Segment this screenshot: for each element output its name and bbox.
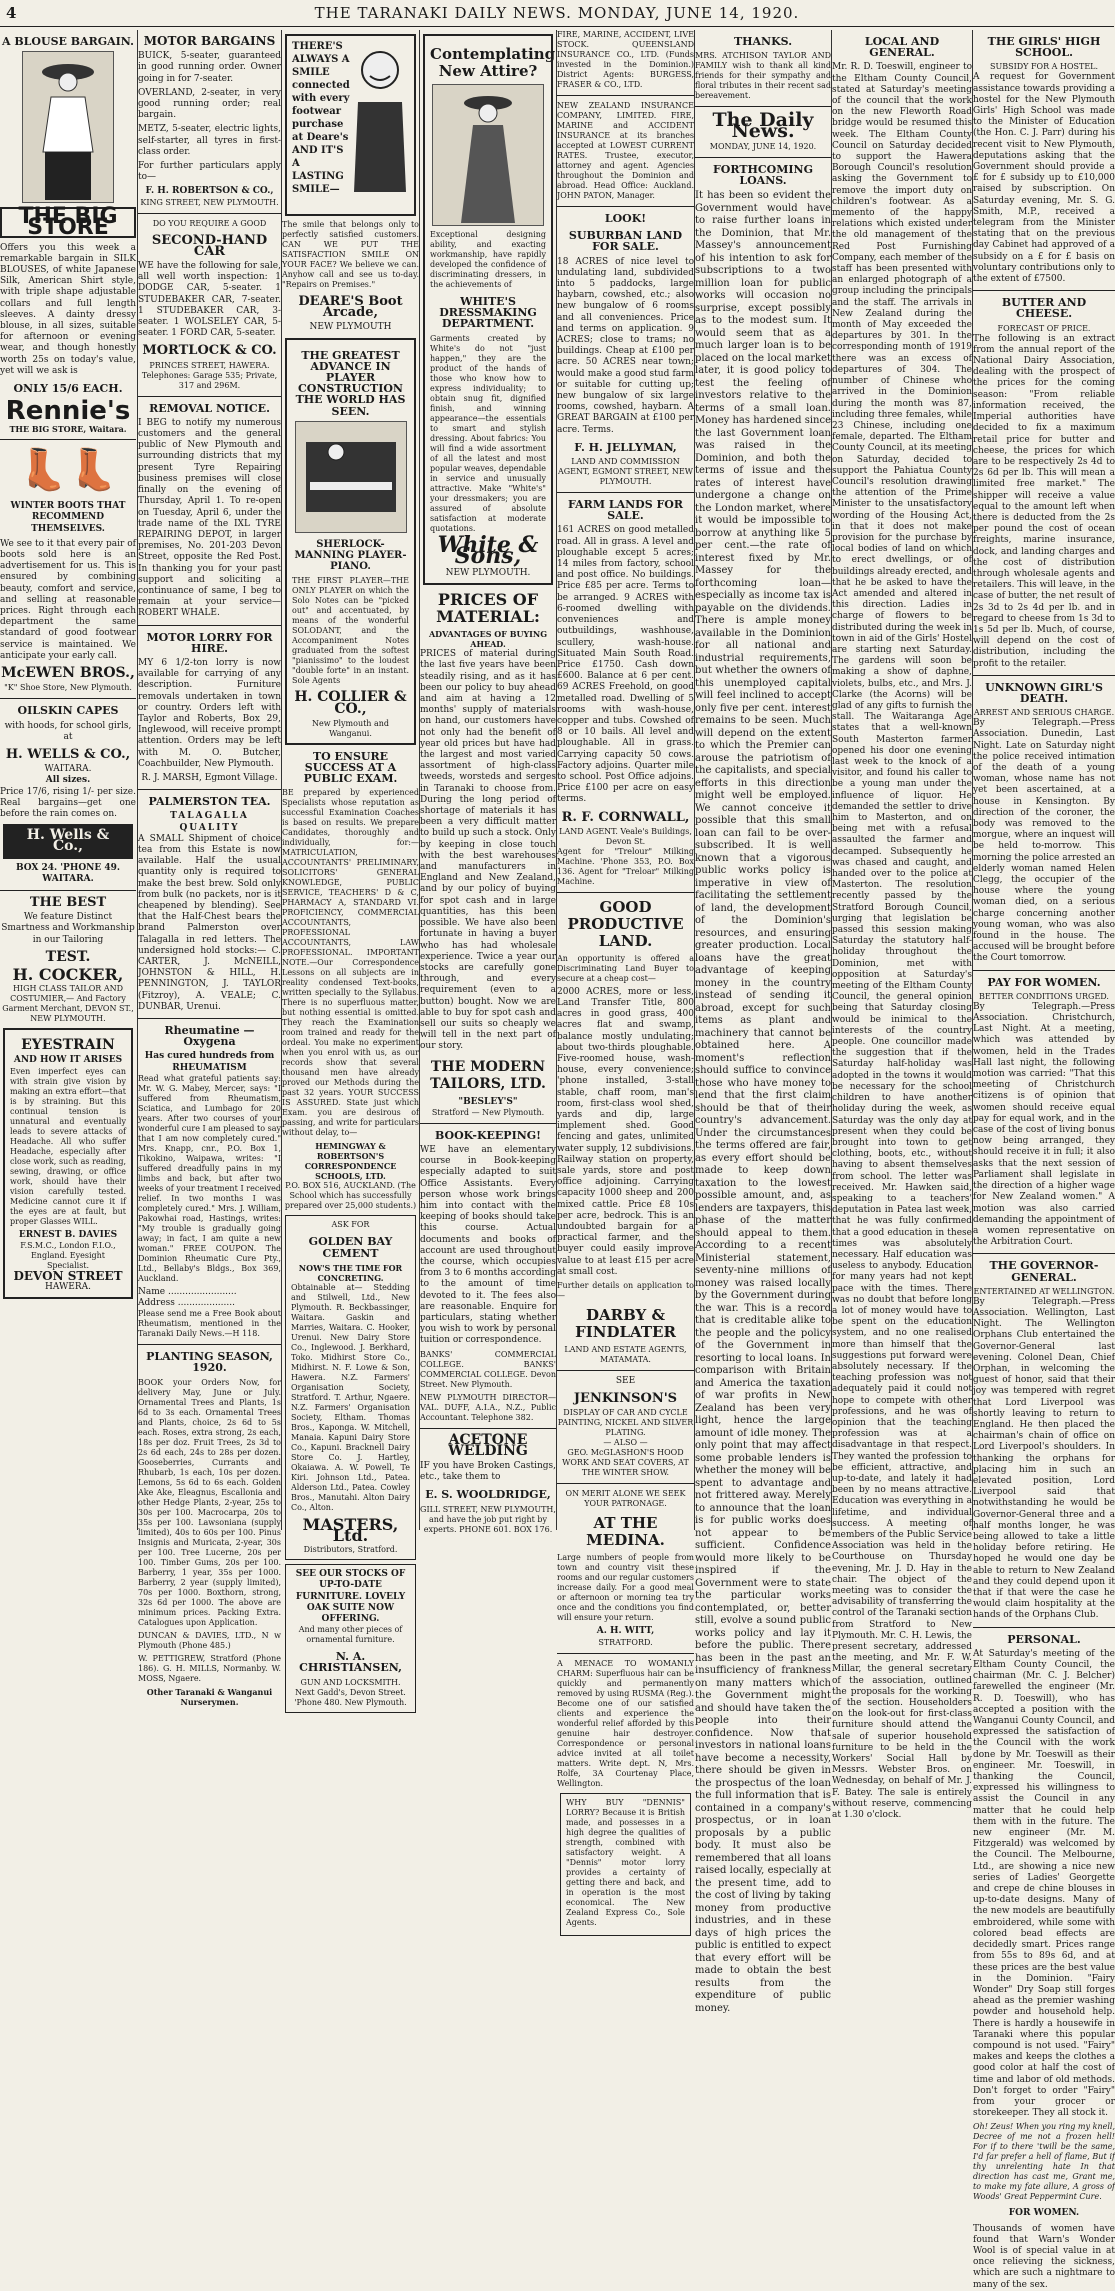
masthead xyxy=(0,0,1114,27)
banks-director: NEW PLYMOUTH DIRECTOR— VAL. DUFF, A.I.A., N.Z., Public Accountant. Telephone 382. xyxy=(420,1392,556,1422)
planting-text: BOOK your Orders Now, for delivery May, June or July. Ornamental Trees and Plants, 1s 6d to 3s each. Ornamental Trees and Plants, choice, 2s 6d to 5s each. Roses, extra strong, 2s each, 18s per doz. Fruit Trees, 2s 3d to 2s 6d each, 24s to 28s per dozen. Gooseberries, Currants and Rhubarb, 1s each, 10s per dozen. Lemons, 5s 6d to 6s each. Golden Ake Ake, Eleagnus, Escallonia and other Hedge Plants, 2-year, 25s to 30s per 100. Macrocarpa, 20s to 35s per 100. Lawsoniana (supply limited), 40s to 60s per 100. Pinus Insignis and Muricata, 2-year, 30s per 100. Tree Lucerne, 20s per 100. Timber Gums, 20s per 100. Barberry, 1 year, 35s per 1000. Barberry, 2 year (supply limited), 70s per 1000. Boxthorn, strong, 32s 6d per 1000. The above are minimum prices. Packing Extra. Catalogues upon Application. xyxy=(138,1377,281,1627)
bookkeeping-heading: BOOK-KEEPING! xyxy=(434,1128,541,1142)
darby-name: DARBY & FINDLATER xyxy=(575,1306,676,1342)
eyestrain-sub: AND HOW IT ARISES xyxy=(13,1055,123,1066)
woman-figure-icon xyxy=(23,52,113,202)
coupon-name-row: Name ........................ xyxy=(138,1286,237,1297)
cement-heading: GOLDEN BAY CEMENT xyxy=(308,1235,393,1260)
column-2 xyxy=(137,30,281,1707)
smiling-man-icon xyxy=(350,42,410,192)
motor-heading: MOTOR BARGAINS xyxy=(143,34,276,48)
deare-town: NEW PLYMOUTH xyxy=(309,322,392,333)
piano-illustration xyxy=(295,421,407,533)
personal-heading: PERSONAL. xyxy=(1007,1632,1081,1646)
farm-text: 161 ACRES on good metalled road. All in grass. A level and ploughable except 5 acres; 14 miles from factory, school and post office. No buildings. Price £85 per acre. Terms to be arranged. 9 ACRES with 6-roomed dwelling with conveniences and outbuildings, washhouse, scullery, wash-house. Situated Main South Road. Price £1750. Cash down £600. Balance at 6 per cent. 69 ACRES Freehold, on good metalled road. Dwelling of 5 rooms with wash-house, copper and tubs. Cowshed of 8 or 10 bails. All level and ploughable. All in grass. Carrying capacity 50 cows. Factory adjoins. Quarter mile to school. Post Office adjoins. Price £100 per acre on easy terms. xyxy=(557,525,694,805)
palmerston-heading: PALMERSTON TEA. xyxy=(148,795,271,809)
bookkeeping-text: WE have an elementary course in Book-keeping especially adapted to suit Office Assistants. Every person whose work brings him into contact with the keeping of books should take this course. Actual documents and books of account are used throughout the course, which occupies from 3 to 6 months according to the amount of time devoted to it. The fees also are reasonable. Enquire for particulars, stating whether you wish to work by personal tuition or correspondence. xyxy=(420,1144,556,1346)
best-text: We feature Distinct Smartness and Workmanship in our Tailoring xyxy=(1,912,135,945)
deare-name: DEARE'S Boot Arcade, xyxy=(298,294,403,321)
boots-heading: WINTER BOOTS THAT RECOMMEND THEMSELVES. xyxy=(10,501,126,534)
best-heading: THE BEST xyxy=(29,894,107,910)
governor-text: By Telegraph.—Press Association. Wellington, Last Night. The Wellington Orphans Club entertained the Governor-General last evening. Colonel Dean, Chief Orphan, in welcoming the guest of honor, said that their joy was tempered with regret that Lord Liverpool was shortly leaving to return to England. He then placed the chairman's chain of office on Lord Liverpool's shoulders. In thanking the orphans for placing him in such an elevated position, Lord Liverpool said that notwithstanding he would be Governor-General three and a half months longer, he was being allowed to take a little holiday before retiring. He hoped he would one day be able to return to New Zealand and they could depend upon it that if that were the case he would claim hospitality at the hands of the Orphans Club. xyxy=(973,1296,1115,1621)
farm-heading: FARM LANDS FOR SALE. xyxy=(567,498,684,523)
productive-text: 2000 ACRES, more or less, Land Transfer Title, 800 acres in good grass, 400 acres flat and swamp, balance mostly undulating; about two-thirds ploughable. Five-roomed house, wash-house, every convenience; 'phone installed, 3-stall stable, chaff room, man's room, first-class wool shed, yards and dip, large implement shed. Good fencing and gates, unlimited water supply, 12 subdivisions. Railway station on property, sale yards, store and post office adjoining. Carrying capacity 1000 sheep and 200 mixed cattle. Price £8 10s per acre, bedrock. This is an undoubted bargain for a practical farmer, and the buyer could easily improve value to at least £15 per acre at small cost. xyxy=(557,986,694,1277)
personal-text: At Saturday's meeting of the Eltham County Council, the chairman (Mr. C. J. Belcher) farewelled the engineer (Mr. R. D. Toeswill), who has accepted a position with the Wanganui County Council, and expressed the satisfaction of the Council with the work done by Mr. Toeswill as their engineer. Mr. Toeswill, in thanking the Council, expressed his willingness to assist the Council in any matter that he could help them with in the future. The new engineer (Mr. M. Fitzgerald) was welcomed by the Council. The Melbourne, Ltd., are showing a nice new series of Ladies' Georgette and crepe de chine blouses in up-to-date designs. Many of the new models are beautifully embroidered, while some with colored bead effects are decidedly smart. Prices range from 55s to 89s 6d, and at these prices are the best value in the Dominion. "Fairy Wonder" Dry Soap still forges ahead as the premier washing powder and household help. There is hardly a housewife in Taranaki where this popular compound is not used. "Fairy" makes and keeps the clothes a good color at half the cost of time and labor of old methods. Don't forget to order "Fairy" from your grocer or storekeeper. They all stock it. xyxy=(973,1648,1115,2119)
duncan-davies: DUNCAN & DAVIES, LTD., N w Plymouth (Phone 485.) xyxy=(138,1630,281,1650)
menace-text: A MENACE TO WOMANLY CHARM: Superfluous hair can be quickly and permanently removed by using RUSMA (Reg.). Become one of our satisfied clients and experience the wonderful relief afforded by this genuine hair destroyer. Correspondence or personal advice invited at all toilet matters. Write dept. N, Mrs. Rolfe, 3A Courtenay Place, Wellington. xyxy=(557,1658,694,1788)
also-label: — ALSO — xyxy=(603,1438,648,1448)
devon-street: DEVON STREET xyxy=(13,1268,123,1283)
medina-text: Large numbers of people from town and country visit these rooms and our regular customers increase daily. For a good meal or afternoon or morning tea try once and the conditions you find will ensure your return. xyxy=(557,1553,694,1623)
loans-text: It has been so evident the Government would have to raise further loans in the Dominion, that Mr. Massey's announcement of his intention to ask for subscriptions to a two million loan for public works will occasion no surprise, except possibly as to the modest sum. It would seem that as a much larger loan is to be placed on the local market later, it is good policy to test the feeling of investors relative to the terms of a small loan. Money has hardened since the last Government loan was raised in the Dominion, and both the terms of issue and the rates of interest have undergone a change on the London market, where it would be impossible to borrow at anything like 5 per cent.—the rate of interest fixed by Mr. Massey for the forthcoming loan—especially as income tax is payable on the dividends. There is ample money available in the Dominion for all national and industrial requirements, but whether the owners of this unemployed capital will feel inclined to accept only five per cent. interest remains to be seen. Much will depend on the extent to which the Premier can arouse the patriotism of the capitalists, and special efforts in this direction might well be employed. We cannot conceive it possible that this small loan can fail to be over-subscribed. It is well known that a vigorous public works policy is imperative in view of facilitating the settlement of land, the development of the Dominion's resources, and ensuring greater production. Local loans have the great advantage of keeping money in the country instead of sending it abroad, except for such items as plant and machinery that cannot be obtained here. A moment's reflection should suffice to convince those who have money to lend that the first claim should be that of their country's advancement. Under the circumstances the terms offered are fair, as every effort should be made to keep down taxation to the lowest possible amount, and, as lenders are taxpayers, this phase of the matter should appeal to them. According to a recent Ministerial statement, seventy-nine millions of money was raised locally by the Government during the war. This is a record that is creditable alike to the people and the policy of the Government in resorting to local loans. In comparison with Britain and America the taxation of war profits in New Zealand has been very light, hence the large amount of idle money. The only point that may affect some probable lenders is whether the money will be spent to advantage and not frittered away. Merely to announce that the loan is for public works does not appear to be sufficient. Confidence would more likely to be inspired if the Government were to state the particular works contemplated, or, better still, evolve a sound public works policy and lay it before the public. There has been in the past an insufficiency of frankness on many matters which the Government might and should have taken the people into their confidence. Now that investors in national loans have become a necessity, there should be given in the prospectus of the loan the full information that is contained in a company's prospectus, or in loan proposals by a public body. It must also be remembered that all loans raised locally, especially at the present time, add to the cost of living by taking money from productive industries, and in these days of high prices the public is entitled to expect that every effort will be made to obtain the best results from the expenditure of public money. xyxy=(695,190,831,2014)
whites-logo: White & Sons, xyxy=(437,531,539,569)
cement-text: Obtainable at— Stedding and Stilwell, Ltd., New Plymouth. R. Beckbassinger, Waitara. Gaskin and Marries, Waitara. C. Hooker, Urenui. New Dairy Store Co., Inglewood. J. Berkhard, Toko. Midhirst Store Co., Midhirst. N. F. Lowe & Son, Hawera. N.Z. Farmers' Organisation Society, Stratford. T. Arthur, Ngaere. N.Z. Farmers' Organisation Society, Eltham. Thomas Bros., Kaponga. W. Mitchell, Manaia. Kapuni Dairy Store Co., Kapuni. Bracknell Dairy Store Co. J. Hartley, Okaiawa. A. W. Powell, Te Kiri. Johnson Ltd., Patea. Alderson Ltd., Patea. Cowley Bros., Manutahi. Alton Dairy Co., Alton. xyxy=(291,1282,410,1512)
mortlock-addr: PRINCES STREET, HAWERA. Telephones: Garage 535; Private, 317 and 296M. xyxy=(141,360,278,390)
women-heading: FOR WOMEN. xyxy=(1008,2208,1080,2219)
whites-town: NEW PLYMOUTH. xyxy=(445,568,531,579)
banks-college: BANKS' COMMERCIAL COLLEGE. BANKS' COMMERCIAL COLLEGE. Devon Street. New Plymouth. xyxy=(420,1349,556,1389)
girls-sub: SUBSIDY FOR A HOSTEL. xyxy=(989,62,1099,72)
rheumatism-heading: Rheumatine — Oxygena xyxy=(164,1024,255,1049)
prices-sub: ADVANTAGES OF BUYING AHEAD. xyxy=(428,629,548,650)
stock-sub: And many other pieces of ornamental furniture. xyxy=(298,1625,403,1645)
secondhand-heading: SECOND-HAND CAR xyxy=(151,232,268,259)
governor-sub: ENTERTAINED AT WELLINGTON. xyxy=(973,1286,1115,1296)
butter-text: The following is an extract from the annual report of the National Dairy Association, dealing with the prospect of the prices for the coming season: "From reliable information received, the Imperial authorities have decided to fix a maximum retail price for butter and cheese, the prices for which are to be respectively 2s 4d to 2s 6d per lb. This will mean a limited free market." The shipper will receive a value equal to the amount left when there is deducted from the 2s per pound the cost of ocean freights, marine insurance, dock, and landing charges and the cost of distribution through wholesale agents and retailers. This will leave, in the case of butter, the net result of 2s 3d to 2s 4d per lb. and in regard to cheese from 1s 3d to 1s 5d per lb. Much, of course, will depend on the cost of distribution, including the profit to the retailer. xyxy=(973,333,1115,669)
poem-text: Oh! Zeus! When you ring my knell, Decree of me not a frozen hell! For if to there 'twill be the same, I'd far prefer a hell of flame, But if thy unrelenting hate In that direction has cast me, Grant me, to make my fate allure, A gross of Woods' Great Peppermint Cure. xyxy=(973,2122,1115,2202)
cement-intro: ASK FOR xyxy=(331,1220,370,1230)
boots-illustration: 👢👢 xyxy=(18,447,118,494)
coupon-name-label: Name xyxy=(138,1286,166,1297)
productive-apply: Further details on application to— xyxy=(557,1281,694,1301)
page-number: 4 xyxy=(6,4,17,22)
suburban-heading: SUBURBAN LAND FOR SALE. xyxy=(568,229,683,254)
boots-text: We see to it that every pair of boots sold here is an advertisement for us. This is ensured by combining beauty, comfort and service, and selling at reasonable prices. Right through each department the same standard of good footwear service is maintained. We anticipate your early call. xyxy=(0,538,136,661)
collier-sub: New Plymouth and Wanganui. xyxy=(311,718,390,738)
talagalla-text: A SMALL Shipment of choice tea from this Estate is now available. Half the usual quantity only is required to make the best brew. Sold only from bulk (no packets, nor is it cheapened by blending). See that the Half-Chest bears the brand Palmerston over Talagalla in red letters. The undersigned hold stocks:— C. CARTER, J. McNEILL, JOHNSTON & HILL, H. PENNINGTON, J. TAYLOR (Fitzroy), A. VEALE; C. DUNBAR, Urenui. xyxy=(138,833,281,1012)
insurance-text: FIRE, MARINE, ACCIDENT, LIVE STOCK. QUEENSLAND INSURANCE CO., LTD. (Funds invested in the Dominion.) District Agents: BURGESS, FRASER & CO., LTD. xyxy=(557,30,694,89)
stock-ad xyxy=(285,1564,416,1712)
thanks-text: MRS. ATCHISON TAYLOR AND FAMILY wish to thank all kind friends for their sympathy and floral tributes in their recent sad bereavement. xyxy=(695,51,831,101)
cocker-sub: HIGH CLASS TAILOR AND COSTUMIER,— And Factory Garment Merchant, DEVON ST., NEW PLYMOUTH. xyxy=(2,984,134,1024)
motor-item-2: OVERLAND, 2-seater, in very good running order; real bargain. xyxy=(138,87,281,121)
acetone-text: IF you have Broken Castings, etc., take them to xyxy=(420,1461,556,1483)
governor-heading: THE GOVERNOR-GENERAL. xyxy=(989,1259,1099,1284)
local-text: Mr. R. D. Toeswill, engineer to the Eltham County Council, stated at Saturday's meeting of the council that the work on the new Fleworth Road bridge would be resumed this week. The Eltham County Council on Saturday decided to support the Hawera Borough Council's resolution asking the Government to remove the import duty on children's footwear. As a memento of the happy relations which existed under the old management of the Red Post Furnishing Company, each member of the staff has been presented with an enlarged photograph of a group including the principals and the staff. The arrivals in New Zealand during the month of May exceeded the departures by 301. In the corresponding month of 1919 there was an excess of departures of 304. The number of Chinese who arrived in the Dominion during the month was 87, including three females, while 23 Chinese, including one female, departed. The Eltham County Council, at its meeting on Saturday, decided to support the Pahiatua County Council's resolution drawing the attention of the Prime Minister to the unsatisfactory wording of the Housing Act, in that it does not make provision for the purchase by local bodies of land on which to erect dwellings, or of buildings already erected, and that he be asked to have the Act amended and altered in this direction. Ladies in charge of flowers to be distributed during the week in town in aid of the Girls' Hostel are starting next Saturday. The gardens will soon be making a show of daphne, violets, bulbs, etc., and Mrs. J. Clarke (the Acorns) will be glad of any gifts to furnish the stall. The Waitaranga Age states that a well-known South Masterton farmer opened his door one evening last week to the knock of a visitor, and found his caller to be a young man under the influence of liquor. He demanded the settler to drive him to Masterton, and on being met with a refusal assaulted the farmer and decamped. Subsequently he was chased and caught, and handed over to the police at Masterton. The resolution recently passed by the Stratford Borough Council, urging that legislation be passed this session making Saturday the statutory half-holiday throughout the Dominion, met with opposition at Saturday's meeting of the Eltham County Council, the general opinion being that Saturday closing would be inimical to the interests of the country people. One councillor made the suggestion that if the Saturday half-holiday was adopted in the towns it would be necessary for the school children to have another holiday during the week, as Saturday was the only day at present when they could be brought into town to get clothing, boots, etc., without having to absent themselves from school. The letter was received. Mr. Hawken said, speaking to a teachers' deputation in Patea last week, that he was fully confirmed that a good education in these times was absolutely necessary. Half education was useless to anybody. Education for many years had not kept pace with the times. There was no doubt that before long a lot of money would have to be spent on the education system, and no one realised more than himself that the suggestions put forward were absolutely necessary. If the teaching profession was not adequately paid it could not hope to compete with other professions, and he was of opinion that the teaching profession was at a disadvantage in that respect. They wanted the profession to be efficient, attractive, and up-to-date, and lately it had been by no means attractive. Education was everything in a lifetime, and individual success. A meeting of members of the Public Service Association was held in the Courthouse on Thursday evening, Mr. J. D. Hay in the chair. The object of the meeting was to consider the advisability of transferring the control of the Taranaki section from Stratford to New Plymouth. Mr. C. H. Lewis, the present secretary, addressed the meeting, and Mr. F. W. Millar, the general secretary of the association, outlined the proposals for the working of the section. Householders on the look-out for first-class furniture should attend the sale of superior household furniture to be held in the Workers' Social Hall by Messrs. Webster Bros. on Wednesday, on behalf of Mr. J. F. Batey. The sale is entirely without reserve, commencing at 1.30 o'clock. xyxy=(832,62,972,1821)
removal-heading: REMOVAL NOTICE. xyxy=(149,401,270,415)
attire-ad xyxy=(423,34,556,585)
smile-text: THERE'S ALWAYS A SMILE connected with every footwear purchase at Deare's AND IT'S A LASTING SMILE— xyxy=(292,41,350,195)
removal-text: I BEG to notify my numerous customers and the general public of New Plymouth and surrounding districts that my present Tyre Repairing business premises will close finally on the evening of Thursday, April 1. To re-open on Tuesday, April 6, under the trade name of the IXL TYRE REPAIRING DEPOT, in larger premises, No. 201-203 Devon Street, opposite the Red Post. In thanking you for your past support and soliciting a continuance of same, I beg to remain at your service— ROBERT WHALE. xyxy=(138,417,281,619)
rennies-logo: Rennie's xyxy=(5,396,131,427)
cornwall-name: R. F. CORNWALL, xyxy=(561,809,690,825)
player-heading: THE GREATEST ADVANCE IN PLAYER CONSTRUCTION THE WORLD HAS SEEN. xyxy=(295,348,406,418)
blouse-heading: A BLOUSE BARGAIN. xyxy=(2,35,134,48)
darby-sub: LAND AND ESTATE AGENTS, MATAMATA. xyxy=(564,1345,687,1365)
talagalla: TALAGALLA QUALITY xyxy=(170,811,249,833)
lady-figure-icon xyxy=(433,85,543,225)
dennis-ad xyxy=(560,1793,691,1936)
cement-sub: NOW'S THE TIME FOR CONCRETING. xyxy=(298,1262,403,1283)
woolridge-sub: GILL STREET, NEW PLYMOUTH, and have the job put right by experts. PHONE 601. BOX 176. xyxy=(420,1504,556,1534)
davies-name: ERNEST B. DAVIES xyxy=(18,1229,118,1240)
mcglashon-text: GEO. McGLASHON'S HOOD WORK AND SEAT COVERS, AT THE WINTER SHOW. xyxy=(562,1448,689,1478)
dennis-text: WHY BUY "DENNIS" LORRY? Because it is British made, and possesses in a high degree the qualities of strength, combined with satisfactory weight. A "Dennis" motor lorry provides a certainty of getting there and back, and in operation is the most economical. The New Zealand Express Co., Sole Agents. xyxy=(566,1797,685,1927)
look-heading: LOOK! xyxy=(604,212,647,225)
planting-heading: PLANTING SEASON, 1920. xyxy=(146,1350,273,1375)
blouse-price: ONLY 15/6 EACH. xyxy=(13,382,123,396)
hemingway-sub: P.O. BOX 516, AUCKLAND. (The School which has successfully prepared over 25,000 students.) xyxy=(284,1181,417,1211)
jenkinson-text: DISPLAY OF CAR AND CYCLE PAINTING, NICKEL AND SILVER PLATING. xyxy=(557,1408,694,1438)
woolridge-name: E. S. WOOLDRIDGE, xyxy=(425,1488,551,1502)
wells-name: H. WELLS & CO., xyxy=(5,746,131,762)
whites-text: Garments created by White's do not "just happen," they are the product of the hands of those who know how to express individuality; to obtain snug fit, dignified finish, and winning appearance—the essentials to smart and stylish dressing. About fabrics: You will find a wide assortment of all the latest and most popular weaves, dependable in service and unusually attractive. Make "White's" your dressmakers; you are assured of absolute satisfaction at moderate quotations. xyxy=(430,333,546,533)
motor-item-3: METZ, 5-seater, electric lights, self-starter, all tyres in first-class order. xyxy=(138,124,281,157)
modern-sub: "BESLEY'S" xyxy=(458,1096,518,1107)
column-7 xyxy=(831,30,972,1821)
loans-heading: FORTHCOMING LOANS. xyxy=(712,162,814,187)
suburban-text: 18 ACRES of nice level to undulating land, subdivided into 5 paddocks, large haybarn, cowshed, etc.; also new bungalow of 6 rooms and all conveniences. Price and terms on application. 9 ACRES; close to trams; no buildings. Cheap at £100 per acre. 50 ACRES near town; would make a good stud farm or suitable for cutting up; new bungalow of six large rooms, cowshed, haybarn. A GREAT BARGAIN at £100 per acre. Terms. xyxy=(557,256,694,435)
motor-item-1: BUICK, 5-seater, guaranteed in good running order. Owner going in for 7-seater. xyxy=(138,51,281,84)
piano-icon xyxy=(296,422,406,532)
masthead-title: THE TARANAKI DAILY NEWS. MONDAY, JUNE 14, 1920. xyxy=(314,4,800,22)
eyestrain-ad xyxy=(3,1028,133,1299)
robertson-addr: KING STREET, NEW PLYMOUTH. xyxy=(140,197,279,207)
column-6 xyxy=(694,30,831,2014)
death-sub: ARREST AND SERIOUS CHARGE. xyxy=(973,708,1115,718)
lorry-text: MY 6 1/2-ton lorry is now available for carrying of any description. Furniture removals undertaken in town or country. Orders left with Taylor and Roberts, Box 29, Inglewood, will receive prompt attention. Orders may be left with M. O. Butcher, Coachbuilder, New Plymouth. xyxy=(138,657,281,769)
attire-heading: Contemplating New Attire? xyxy=(430,45,556,80)
women-text: Thousands of women have found that Warn's Wonder Wool is of special value in at once relieving the sickness, which are such a nightmare to many of the sex. xyxy=(973,2223,1115,2290)
masters-sub: Distributors, Stratford. xyxy=(303,1545,398,1555)
prices-text: PRICES of material during the last five years have been steadily rising, and as it has been our policy to buy ahead and aim at having a 12 months' supply of materials on hand, our customers have not only had the benefit of year old prices but have had the largest and most varied assortment of high-class tweeds, worsteds and serges in Taranaki to choose from. During the long period of shortage of materials it has been a very difficult matter to build up such a stock. Only by keeping in close touch with the best warehouses and manufacturers in England and New Zealand, and by our policy of buying for spot cash and in large quantities, has this been possible. We have also been fortunate in having a buyer who has had wholesale experience. Twice a year our stocks are carefully gone through, and every requirement (even to a button) bought. Now we are able to buy for spot cash and sell our suits so cheaply we will tell in the next part of our story. xyxy=(420,649,556,1052)
column-4 xyxy=(419,30,556,1534)
blouse-text: Offers you this week a remarkable bargain in SILK BLOUSES, of white Japanese Silk, American Shirt style, with triple shape adjustable collars and full length sleeves. A dainty dressy blouse, in all sizes, suitable for afternoon or evening wear, and though honestly worth 25s on today's value, yet will we ask is xyxy=(0,242,136,376)
wells-price: Price 17/6, rising 1/- per size. Real bargains—get one before the rain comes on. xyxy=(0,786,136,819)
exam-heading: TO ENSURE SUCCESS AT A PUBLIC EXAM. xyxy=(303,749,398,786)
local-heading: LOCAL AND GENERAL. xyxy=(864,35,940,60)
player-ad xyxy=(285,338,416,745)
acetone-heading: ACETONE WELDING xyxy=(448,1431,528,1459)
death-text: By Telegraph.—Press Association. Dunedin, Last Night. Late on Saturday night the police received intimation of the death of a young woman, whose name has not yet been ascertained, at a house in Kensington. By direction of the coroner, the body was removed to the morgue, where an inquest will be held to-morrow. This morning the police arrested an elderly woman named Helen Clegg, the occupier of the house where the young woman died, on a serious charge concerning another young woman, who was also found in the house. The accused will be brought before the Court tomorrow. xyxy=(973,718,1115,964)
butter-heading: BUTTER AND CHEESE. xyxy=(1001,296,1087,321)
mcewen-sub: "K" Shoe Store, New Plymouth. xyxy=(4,683,132,693)
cement-ad xyxy=(285,1215,416,1560)
cornwall-sub: LAND AGENT. Veale's Buildings, Devon St. xyxy=(559,826,692,846)
nursery-footer: Other Taranaki & Wanganui Nurserymen. xyxy=(146,1686,273,1707)
motor-particulars: For further particulars apply to— xyxy=(138,161,281,183)
wells-town2: WAITARA. xyxy=(42,873,94,884)
productive-heading: GOOD PRODUCTIVE LAND. xyxy=(567,897,684,950)
eyestrain-heading: EYESTRAIN xyxy=(21,1037,115,1054)
wells-logo: H. Wells & Co., xyxy=(3,824,133,858)
cocker-name: H. COCKER, xyxy=(12,964,124,984)
cornwall-agent: Agent for "Trelour" Milking Machine. 'Phone 353, P.O. Box 136. Agent for "Treloar" Milking Machine. xyxy=(557,846,694,886)
jellyman-sub: LAND AND COMMISSION AGENT, EGMONT STREET, NEW PLYMOUTH. xyxy=(558,457,693,487)
girls-heading: THE GIRLS' HIGH SCHOOL. xyxy=(987,35,1101,60)
pay-heading: PAY FOR WOMEN. xyxy=(987,975,1101,989)
rennies-sub: THE BIG STORE, Waitara. xyxy=(9,424,127,435)
column-1 xyxy=(0,30,136,1530)
hemingway-name: HEMINGWAY & ROBERTSON'S CORRESPONDENCE SCHOOLS, LTD. xyxy=(304,1141,397,1182)
lorry-sign: R. J. MARSH, Egmont Village. xyxy=(141,772,278,783)
attire-text: Exceptional designing ability, and exacting workmanship, have rapidly developed the confidence of discriminating dressers, in the achievements of xyxy=(430,230,546,289)
fashion-illustration xyxy=(432,84,544,226)
capes-heading: OILSKIN CAPES xyxy=(17,704,119,718)
see-label: SEE xyxy=(615,1376,636,1387)
nz-insurance: NEW ZEALAND INSURANCE COMPANY, LIMITED. FIRE, MARINE and ACCIDENT INSURANCE at its branches accepted at LOWEST CURRENT RATES. Trustee, executor, attorney and agent. Agencies throughout the Dominion and abroad. Head Office: Auckland. JOHN PATON, Manager. xyxy=(557,101,694,200)
coupon-text: Please send me a Free Book about Rheumatism, mentioned in the Taranaki Daily News.—H 118. xyxy=(138,1309,281,1339)
christiansen-name: N. A. CHRISTIANSEN, xyxy=(299,1650,402,1675)
hawera: HAWERA. xyxy=(45,1281,91,1292)
pay-sub: BETTER CONDITIONS URGED. xyxy=(979,991,1109,1001)
secondhand-intro: DO YOU REQUIRE A GOOD xyxy=(152,218,267,228)
daily-news-title: The Daily News. xyxy=(712,109,814,143)
deare-ad xyxy=(285,34,416,216)
sherlock-text: THE FIRST PLAYER—THE ONLY PLAYER on which the Solo Notes can be "picked out" and accentuated, by means of the wonderful SOLODANT, and the Accompaniment Notes graduated from the softest "pianissimo" to the loudest "double forte" in an instant. Sole Agents xyxy=(292,576,409,686)
modern-heading: THE MODERN TAILORS, LTD. xyxy=(430,1058,546,1092)
column-3 xyxy=(281,30,419,1707)
secondhand-text: WE have the following for sale, all well worth inspection: 1 DODGE CAR, 5-seater. 1 STUDEBAKER CAR, 7-seater. 1 STUDEBAKER CAR, 3-seater. 1 WOLSELEY CAR, 5-seater. 1 FORD CAR, 5-seater. xyxy=(138,261,281,339)
column-8 xyxy=(972,30,1115,2290)
davies-sub: F.S.M.C., London F.I.O., England. Eyesight Specialist. xyxy=(20,1240,116,1270)
medina-heading: AT THE MEDINA. xyxy=(586,1514,665,1550)
wells-town: WAITARA. xyxy=(44,764,92,775)
witt-name: A. H. WITT, xyxy=(596,1626,655,1637)
masters-name: MASTERS, Ltd. xyxy=(302,1514,399,1546)
mcewen-name: McEWEN BROS., xyxy=(1,665,135,682)
exam-text: BE prepared by experienced Specialists whose reputation as successful Examination Coaches is based on results. We prepare Candidates, thoroughly and individually, for:—MATRICULATION, ACCOUNTANTS' PRELIMINARY, SOLICITORS' GENERAL KNOWLEDGE, PUBLIC SERVICE, TEACHERS' D & C, PHARMACY A, STANDARD VI. PROFICIENCY, COMMERCIAL ACCOUNTANTS, PROFESSIONAL ACCOUNTANTS, LAW PROFESSIONAL. IMPORTANT NOTE.—Our Correspondence Lessons on all subjects are in reality condensed Text-books, written specially to the Syllabus. There is no superfluous matter, but nothing essential is omitted. They reach the Examination room trained and ready for the ordeal. You make no experiment when you enrol with us, as our records show that several thousand men have already proved our Methods during the past 32 years. YOUR SUCCESS IS ASSURED. State just which Exam. you are desirous of passing, and write for particulars without delay, to— xyxy=(282,788,419,1138)
productive-intro: An opportunity is offered a Discriminating Land Buyer to secure at a cheap cost— xyxy=(557,953,694,983)
rheumatism-text: Read what grateful patients say: Mr. W. G. Mabey, Mercer, says: "I suffered from Rheumatism, Sciatica, and Lumbago for 20 years. After two courses of your wonderful cure I am pleased to say that I am now completely cured." Mrs. Knapp, cnr., P.O. Box 1, Tikokino, Waipawa, writes: "I suffered dreadfully pains in my limbs and back, but after two weeks of your treatment I received relief. In two months I was completely cured." Mrs. J. William, Pakowhai road, Hastings, writes: "My trouble is gradually going away; in fact, I am quite a new woman." FREE COUPON. The Dominion Rheumatic Cure Pty., Ltd., Bellaby's Bldgs., Box 369, Auckland. xyxy=(138,1073,281,1283)
collier-name: H. COLLIER & CO., xyxy=(294,689,407,717)
pay-text: By Telegraph.—Press Association. Christchurch, Last Night. At a meeting, which was attended by women, held in the Trades Hall last night, the following motion was carried: "That this meeting of Christchurch citizens is of opinion that women should receive equal pay for equal work, and in the case of the cost of living bonus now being arranged, they should receive it in full; it also asks that the next session of Parliament shall legislate in the direction of a higher wage for New Zealand women." A motion was also carried demanding the appointment of a women representative on the Arbitration Court. xyxy=(973,1001,1115,1248)
christiansen-sub: GUN AND LOCKSMITH. Next Gadd's, Devon Street. 'Phone 480. New Plymouth. xyxy=(294,1677,407,1707)
thanks-heading: THANKS. xyxy=(733,35,793,48)
jellyman-name: F. H. JELLYMAN, xyxy=(574,440,677,454)
whites-heading: WHITE'S DRESSMAKING DEPARTMENT. xyxy=(439,295,537,331)
jenkinson-name: JENKINSON'S xyxy=(573,1391,678,1407)
rheumatism-sub: Has cured hundreds from RHEUMATISM xyxy=(144,1051,275,1073)
smile-para: The smile that belongs only to perfectly satisfied customers. CAN WE PUT THE SATISFACTION SMILE ON YOUR FACE? We believe we can. Anyhow call and see us to-day. "Repairs on Premises." xyxy=(282,220,419,289)
butter-sub: FORECAST OF PRICE. xyxy=(997,323,1091,333)
pettigrew: W. PETTIGREW, Stratford (Phone 186). G. H. MILLS, Normanby. W. MOSS, Ngaere. xyxy=(138,1653,281,1683)
robertson-name: F. H. ROBERTSON & CO., xyxy=(145,186,274,197)
column-5 xyxy=(556,30,694,1927)
lorry-heading: MOTOR LORRY FOR HIRE. xyxy=(146,630,273,655)
coupon-address-row: Address .................... xyxy=(138,1298,235,1309)
girls-text: A request for Government assistance towards providing a hostel for the New Plymouth Girls' High School was made to the Minister of Education (the Hon. C. J. Parr) during his recent visit to New Plymouth, deputations asking that the Government should provide a £ for £ subsidy up to £10,000 raised by subscription. On Saturday evening, Mr. S. G. Smith, M.P., received a telegram from the Minister stating that on the previous day Cabinet had approved of a subsidy on a £ for £ basis on voluntary contributions only to the extent of £7500. xyxy=(973,72,1115,285)
merit-text: ON MERIT ALONE WE SEEK YOUR PATRONAGE. xyxy=(565,1489,686,1509)
death-heading: UNKNOWN GIRL'S DEATH. xyxy=(985,680,1103,705)
test-heading: TEST. xyxy=(45,948,91,965)
wells-box: BOX 24. 'PHONE 49. xyxy=(15,862,121,873)
coupon-address-label: Address xyxy=(138,1298,175,1309)
capes-text: with hoods, for school girls, at xyxy=(4,720,132,742)
big-store-logo: THE BIG STORE xyxy=(0,207,136,237)
mortlock-name: MORTLOCK & CO. xyxy=(142,343,277,359)
modern-town: Stratford — New Plymouth. xyxy=(431,1107,545,1117)
eyestrain-text: Even imperfect eyes can with strain give vision by making an extra effort—that is by straining. But this continual tension is unnatural and eventually leads to severe attacks of Headache. All who suffer Headache, especially after close work, such as reading, sewing, drawing, or office work, should have their vision carefully tested. Medicine cannot cure it if the eyes are at fault, but proper Glasses WILL. xyxy=(10,1066,126,1226)
wells-sizes: All sizes. xyxy=(45,775,91,786)
prices-heading: PRICES OF MATERIAL: xyxy=(436,590,540,627)
blouse-illustration xyxy=(22,51,114,203)
stock-heading: SEE OUR STOCKS OF UP-TO-DATE FURNITURE. LOVELY OAK SUITE NOW OFFERING. xyxy=(295,1569,406,1625)
witt-town: STRATFORD. xyxy=(598,1637,653,1647)
sherlock-heading: SHERLOCK-MANNING PLAYER-PIANO. xyxy=(294,538,407,573)
editorial-date: MONDAY, JUNE 14, 1920. xyxy=(709,141,817,151)
